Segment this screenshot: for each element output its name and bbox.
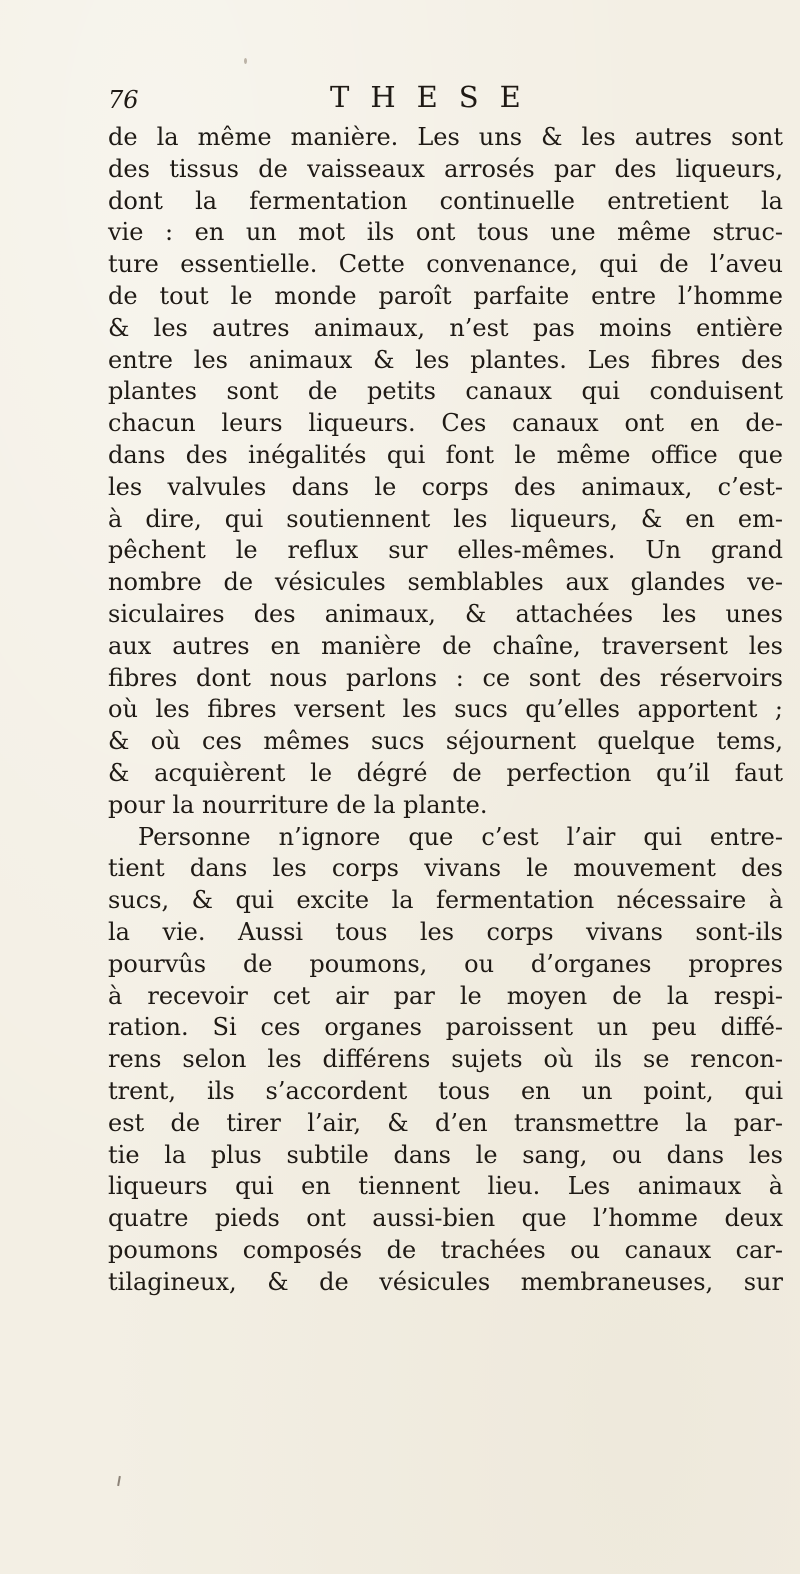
text-line: nombre de vésicules semblables aux glandes ve- xyxy=(108,568,783,597)
paragraph-end-line: pour la nourriture de la plante. xyxy=(108,790,488,819)
text-line: pêchent le reflux sur elles-mêmes. Un grand xyxy=(108,536,783,565)
text-line: dont la fermentation continuelle entretient la xyxy=(108,186,783,215)
text-line: de tout le monde paroît parfaite entre l’homme xyxy=(108,281,783,310)
page-number: 76 xyxy=(108,86,139,114)
text-line: ration. Si ces organes paroissent un peu diffé- xyxy=(108,1013,783,1042)
text-line: la vie. Aussi tous les corps vivans sont-ils xyxy=(108,917,783,946)
text-line: des tissus de vaisseaux arrosés par des liqueurs, xyxy=(108,154,783,183)
text-line: pourvûs de poumons, ou d’organes propres xyxy=(108,949,783,978)
text-line: trent, ils s’accordent tous en un point, qui xyxy=(108,1076,783,1105)
running-head: THESE xyxy=(330,80,542,114)
text-line: est de tirer l’air, & d’en transmettre la par- xyxy=(108,1108,783,1137)
text-line: tient dans les corps vivans le mouvement des xyxy=(108,854,783,883)
text-line: les valvules dans le corps des animaux, c’est- xyxy=(108,472,783,501)
text-line: où les fibres versent les sucs qu’elles apportent ; xyxy=(108,695,783,724)
text-line: dans des inégalités qui font le même office que xyxy=(108,440,783,469)
text-line: aux autres en manière de chaîne, traversent les xyxy=(108,631,783,660)
text-line: plantes sont de petits canaux qui conduisent xyxy=(108,377,783,406)
stray-ink-mark xyxy=(117,1476,121,1486)
body-text xyxy=(108,122,783,1298)
text-line: siculaires des animaux, & attachées les unes xyxy=(108,599,783,628)
text-line: rens selon les différens sujets où ils se rencon- xyxy=(108,1045,783,1074)
text-line: sucs, & qui excite la fermentation nécessaire à xyxy=(108,886,783,915)
text-line: vie : en un mot ils ont tous une même struc- xyxy=(108,218,783,247)
text-line: tilagineux, & de vésicules membraneuses, sur xyxy=(108,1267,783,1296)
page-header xyxy=(108,80,728,124)
text-line: à recevoir cet air par le moyen de la respi- xyxy=(108,981,783,1010)
paragraph-start-line: Personne n’ignore que c’est l’air qui entre- xyxy=(138,822,783,851)
text-line: à dire, qui soutiennent les liqueurs, & en em- xyxy=(108,504,783,533)
text-line: entre les animaux & les plantes. Les fibres des xyxy=(108,345,783,374)
text-line: & les autres animaux, n’est pas moins entière xyxy=(108,313,783,342)
text-line: liqueurs qui en tiennent lieu. Les animaux à xyxy=(108,1172,783,1201)
text-line: fibres dont nous parlons : ce sont des réservoirs xyxy=(108,663,783,692)
text-line: & acquièrent le dégré de perfection qu’il faut xyxy=(108,758,783,787)
text-line: chacun leurs liqueurs. Ces canaux ont en de- xyxy=(108,409,783,438)
text-line: ture essentielle. Cette convenance, qui de l’aveu xyxy=(108,250,783,279)
text-line: tie la plus subtile dans le sang, ou dans les xyxy=(108,1140,783,1169)
text-line: quatre pieds ont aussi-bien que l’homme deux xyxy=(108,1204,783,1233)
ink-speck xyxy=(244,58,247,64)
text-line: poumons composés de trachées ou canaux car- xyxy=(108,1235,783,1264)
text-line: & où ces mêmes sucs séjournent quelque tems, xyxy=(108,727,783,756)
text-line: de la même manière. Les uns & les autres sont xyxy=(108,123,783,151)
